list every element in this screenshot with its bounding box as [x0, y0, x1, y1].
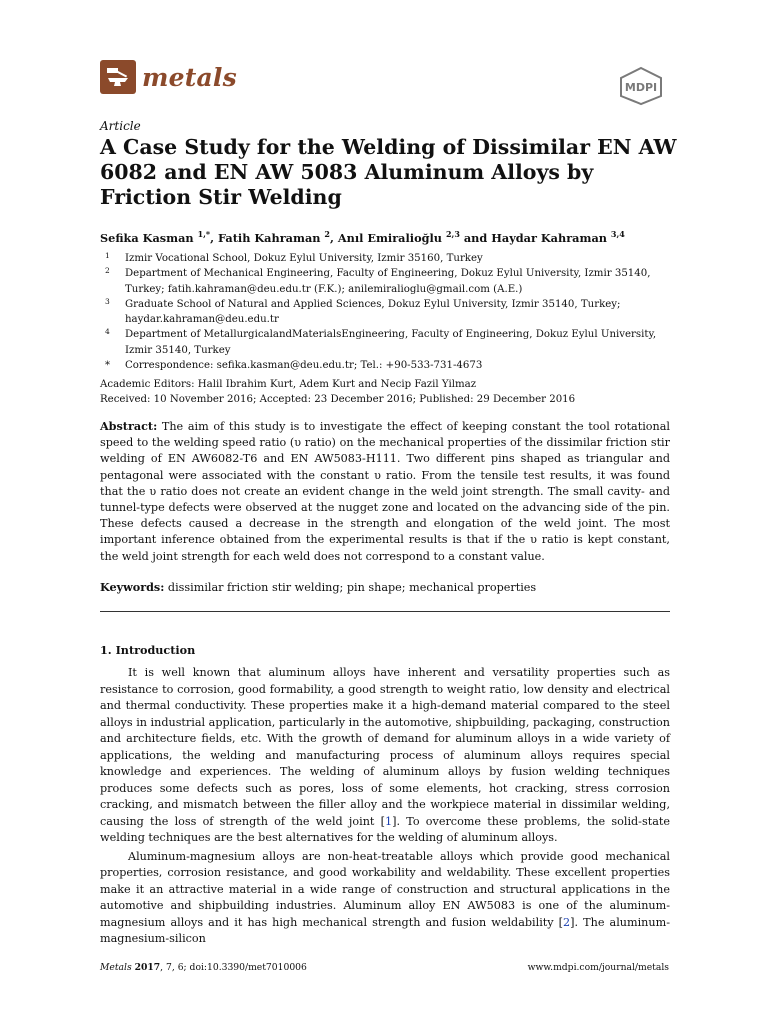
paragraph-text: ]. To overcome these problems, the solid-state welding techniques are the best alternatives for the welding of aluminum alloys.: [100, 814, 670, 844]
anvil-hammer-icon: [100, 60, 136, 94]
introduction-heading: 1. Introduction: [100, 643, 196, 657]
author-name[interactable]: Sefika Kasman: [100, 230, 194, 245]
footer-journal: Metals: [100, 962, 132, 973]
editorial-info: [100, 377, 680, 408]
author-name[interactable]: Haydar Kahraman: [491, 230, 607, 245]
author-list: [100, 229, 625, 245]
abstract-text: The aim of this study is to investigate the effect of keeping constant the tool rotational speed to the welding speed ratio (υ ratio) on the mechanical properties of the dissimilar friction stir welding of EN AW6082-T6 and EN AW5083-H111. Two different pins shaped as triangular and pentagonal were associated with the constant υ ratio. From the tensile test results, it was found that the υ ratio does not create an evident change in the weld joint strength. The small cavity- and tunnel-type defects were observed at the nugget zone and located on the advancing side of the pin. These defects caused a decrease in the strength and elongation of the weld joint. The most important inference obtained from the experimental results is that if the υ ratio is kept constant, the weld joint strength for each weld does not correspond to a constant value.: [100, 420, 670, 563]
affiliation-number: 4: [105, 327, 110, 337]
affiliation-item: [100, 266, 680, 297]
correspondence-item: [100, 358, 680, 373]
author-separator: and: [459, 230, 492, 245]
publication-dates: Received: 10 November 2016; Accepted: 23 December 2016; Published: 29 December 2016: [100, 394, 576, 406]
correspondence-text: Correspondence: sefika.kasman@deu.edu.tr; Tel.: +90-533-731-4673: [125, 360, 483, 372]
paragraph-text: Aluminum-magnesium alloys are non-heat-treatable alloys which provide good mechanical properties, corrosion resistance, and good workability and weldability. These excellent properties make it an attractive material in a wide range of construction and structural applications in the automotive and shipbuilding industries. Aluminum alloy EN AW5083 is one of the aluminum-magnesium alloys and it has high mechanical strength and fusion weldability [: [100, 849, 670, 929]
introduction-body: [100, 665, 670, 948]
affiliation-number: 2: [105, 266, 110, 276]
author-affiliation-marker: 3,4: [610, 229, 625, 239]
journal-logo[interactable]: [100, 60, 237, 94]
paragraph-text: ]. The aluminum-magnesium-silicon: [100, 915, 670, 945]
affiliation-item: [100, 327, 680, 358]
abstract-label: Abstract:: [100, 419, 158, 433]
affiliation-list: [100, 251, 680, 373]
affiliation-text: Izmir Vocational School, Dokuz Eylul University, Izmir 35160, Turkey: [125, 253, 483, 264]
paragraph-text: It is well known that aluminum alloys have inherent and versatility properties such as resistance to corrosion, good formability, a good strength to weight ratio, low density and electrical and thermal conductivity. These properties make it a high-demand material compared to the steel alloys in industrial application, particularly in the automotive, shipbuilding, packaging, construction and architecture fields, etc. With the growth of demand for aluminum alloys in a wide variety of applications, the welding and manufacturing process of aluminum alloys requires special knowledge and experiences. The welding of aluminum alloys by fusion welding techniques produces some defects such as pores, loss of some elements, hot cracking, stress corrosion cracking, and mismatch between the filler alloy and the workpiece material in dissimilar welding, causing the loss of strength of the weld joint [: [100, 666, 670, 828]
mdpi-logo[interactable]: [617, 66, 665, 106]
affiliation-item: [100, 297, 680, 328]
abstract: [100, 418, 670, 565]
affiliation-number: 1: [105, 251, 110, 260]
affiliation-text: Department of MetallurgicalandMaterialsEngineering, Faculty of Engineering, Dokuz Eylul University, Izmir 35140, Turkey: [125, 329, 657, 356]
author-name[interactable]: Fatih Kahraman: [217, 230, 321, 245]
citation-link[interactable]: 1: [384, 814, 393, 828]
correspondence-marker: *: [105, 360, 110, 372]
footer-year: 2017: [134, 962, 161, 973]
author-affiliation-marker: 2: [324, 229, 330, 239]
author-affiliation-marker: 1,*: [197, 229, 211, 239]
body-paragraph: [100, 665, 670, 847]
body-paragraph: [100, 849, 670, 948]
journal-name: metals: [142, 62, 237, 92]
paper-title: A Case Study for the Welding of Dissimilar EN AW 6082 and EN AW 5083 Aluminum Alloys by Friction Stir Welding: [100, 135, 677, 209]
publisher-name: MDPI: [624, 81, 658, 94]
author-separator: ,: [210, 230, 218, 245]
footer-citation: [100, 962, 307, 973]
academic-editors: Academic Editors: Halil Ibrahim Kurt, Adem Kurt and Necip Fazil Yilmaz: [100, 379, 477, 390]
article-type: Article: [100, 119, 141, 133]
affiliation-text: Graduate School of Natural and Applied Sciences, Dokuz Eylul University, Izmir 35140, Turkey; haydar.kahraman@deu.edu.tr: [125, 298, 621, 326]
keywords-label: Keywords:: [100, 580, 165, 594]
author-affiliation-marker: 2,3: [445, 229, 460, 239]
affiliation-number: 3: [105, 296, 110, 306]
footer-doi[interactable]: , 7, 6; doi:10.3390/met7010006: [160, 962, 307, 973]
author-separator: ,: [330, 230, 338, 245]
keywords: [100, 580, 536, 594]
section-divider: [100, 611, 670, 612]
affiliation-item: [100, 251, 680, 266]
citation-link[interactable]: 2: [563, 915, 571, 929]
keywords-text: dissimilar friction stir welding; pin shape; mechanical properties: [167, 581, 537, 594]
footer-url[interactable]: www.mdpi.com/journal/metals: [527, 962, 669, 973]
affiliation-text: Department of Mechanical Engineering, Faculty of Engineering, Dokuz Eylul University, Izmir 35140, Turkey; fatih.kahraman@deu.edu.tr (F.K.); anilemiralioglu@gmail.com (A.E.): [125, 268, 651, 295]
author-name[interactable]: Anıl Emiralioğlu: [337, 230, 443, 245]
